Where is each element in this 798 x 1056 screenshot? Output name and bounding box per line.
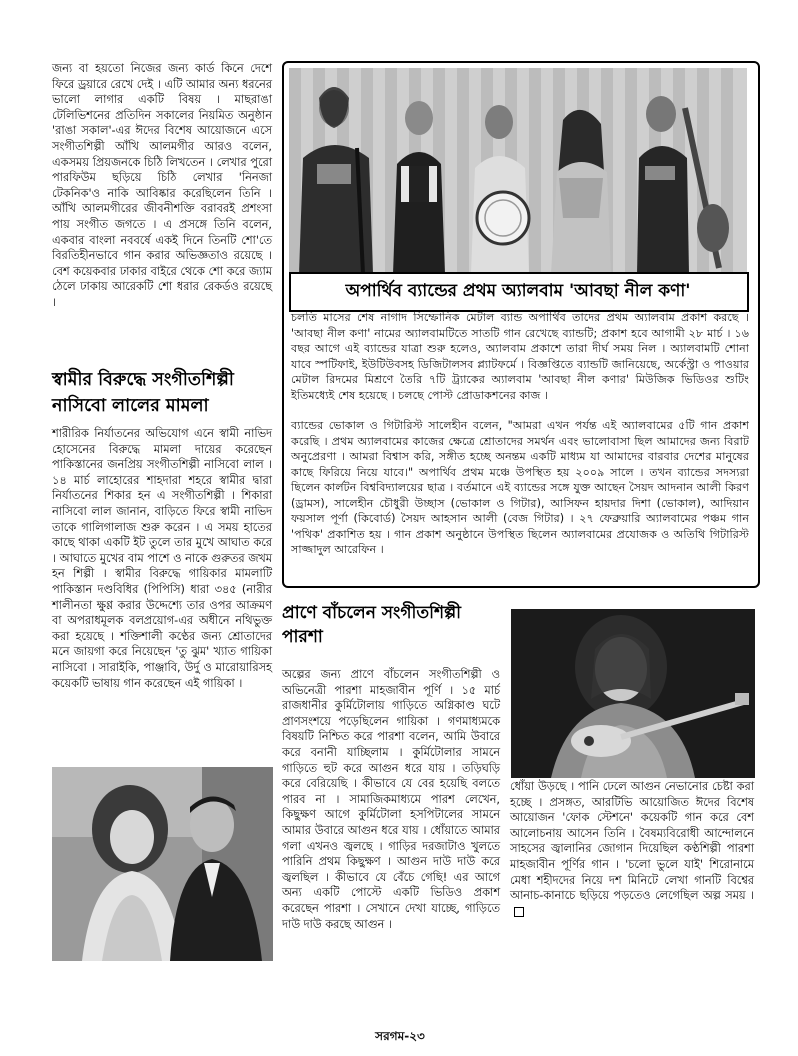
band-article-para-2: ব্যান্ডের ভোকাল ও গিটারিস্ট সালেহীন বলেন, "আমরা এখন পর্যন্ত এই অ্যালবামের ৫টি গান প্রকাশ করেছি । প্রথম অ্যালবামের কাজের ক্ষেত্রে শ্রোতাদের সমর্থন এবং ভালোবাসা ছিল আমাদের জন্য বিরাট অনুপ্রেরণা । আমরা বিশ্বাস করি, সঙ্গীত হচ্ছে অনন্তম একটি মাধ্যম যা আমাদের বারবার দেশের মানুষের কাছে ফিরিয়ে নিয়ে যাবে।" অপার্থিব প্রথম মঞ্চে উপস্থিত হয় ২০০৯ সালে । তখন ব্যান্ডের সদস্যরা ছিলেন কার্লটন বিশ্ববিদ্যালয়ের ছাত্র । বর্তমানে এই ব্যান্ডের সঙ্গে যুক্ত আছেন সৈয়দ আদনান আলী কিরণ (ড্রামস), সালেহীন চৌধুরী উচ্ছাস (ভোকাল ও গিটার), আসিফন হায়দার দিশা (ভোকাল), আদিয়ান ফয়সাল পূর্ণা (কিবোর্ড) সৈয়দ আহসান আলী (বেজ গিটার) । ২৭ ফেব্রুয়ারি অ্যালবামের পঞ্চম গান 'পথিক' প্রকাশিত হয় । গান প্রকাশ অনুষ্ঠানে উপস্থিত ছিলেন অ্যালবামের প্রযোজক ও অতিথি গিটারিস্ট সাজ্জাদুল আরেফিন । — [291, 419, 749, 556]
intro-paragraph: জন্য বা হয়তো নিজের জন্য কার্ড কিনে দেশে ফিরে ড্রয়ারে রেখে দেই । এটি আমার অন্য ধরনের ভালো লাগার একটি বিষয় । মাছরাঙা টেলিভিশনের প্রতিদিন সকালের নিয়মিত অনুষ্ঠান 'রাঙা সকাল'-এর ঈদের বিশেষ আয়োজনে এসে সংগীতশিল্পী আঁখি আলমগীর আরও বলেন, একসময় প্রিয়জনকে চিঠি লিখতেন । লেখার পুরো পারফিউম ছড়িয়ে চিঠি লেখার 'নিনজা টেকনিক'ও নাকি আবিষ্কার করেছিলেন তিনি । আঁখি আলমগীরের জীবনীশক্তি বরাবরই প্রশংসা পায় সংগীত জগতে । এ প্রসঙ্গে তিনি বলেন, একবার বাংলা নববর্ষে একই দিনে তিনটি শো'তে বিরতিহীনভাবে গান করার অভিজ্ঞতাও রয়েছে । বেশ কয়েকবার ঢাকার বাইরে থেকে শো করে জ্যাম ঠেলে ঢাকায় আরেকটি শো ধরার রেকর্ডও রয়েছে । — [52, 62, 272, 309]
parsha-headline — [282, 601, 512, 649]
nasibo-headline-line2: নাসিবো লালের মামলা — [52, 396, 209, 416]
parsha-headline-line2: পারশা — [282, 627, 323, 647]
band-photo — [289, 68, 747, 274]
parsha-article-body-continued — [510, 779, 754, 919]
parsha-photo — [511, 609, 755, 778]
band-article-para-1: চলতি মাসের শেষ নাগাদ সিম্ফোনিক মেটাল ব্যান্ড অপার্থিব তাদের প্রথম অ্যালবাম প্রকাশ করছে । 'আবছা নীল কণা' নামের অ্যালবামটিতে সাতটি গান রেখেছে ব্যান্ডটি; প্রকাশ হবে আগামী ২৮ মার্চ । ১৬ বছর আগে এই ব্যান্ডের যাত্রা শুরু হলেও, অ্যালবাম প্রকাশে তারা দীর্ঘ সময় নিল । অ্যালবামটি শোনা যাবে স্পটিফাই, ইউটিউবসহ ডিজিটালসব প্ল্যাটফর্মে । বিজ্ঞপ্তিতে ব্যান্ডটি জানিয়েছে, অর্কেস্ট্রা ও পাওয়ার মেটাল রিদমের মিশ্রণে তৈরি ৭টি ট্র্যাকের অ্যালবাম 'আবছা নীল কণার' মিউজিক ভিডিওর শুটিং ইতিমধ্যেই শেষ হয়েছে । চলছে পোস্ট প্রোডাকশনের কাজ । — [291, 311, 749, 402]
parsha-headline-line1: প্রাণে বাঁচলেন সংগীতশিল্পী — [282, 603, 462, 623]
nasibo-couple-photo — [52, 767, 273, 961]
parsha-continued-text: ধোঁয়া উড়ছে । পানি ঢেলে আগুন নেভানোর চেষ্টা করা হচ্ছে । প্রসঙ্গত, আরটিভি আয়োজিত ঈদের বিশেষ আয়োজন 'ফোক স্টেশনে' কয়েকটি গান করে বেশ আলোচনায় আসেন তিনি । বৈষম্যবিরোধী আন্দোলনে সাহসের জ্বালানির জোগান দিয়েছিল কণ্ঠশিল্পী পারশা মাহজাবীন পূর্ণির গান । 'চলো ভুলে যাই' শিরোনামে মেধা শহীদদের নিয়ে দশ মিনিটে লেখা গানটি বিশ্বের আনাচ-কানাচে ছড়িয়ে পড়তেও লেগেছিল অল্প সময় । — [510, 780, 754, 903]
nasibo-article-body: শারীরিক নির্যাতনের অভিযোগ এনে স্বামী নাভিদ হোসেনের বিরুদ্ধে মামলা দায়ের করেছেন পাকিস্তানের জনপ্রিয় সংগীতশিল্পী নাসিবো লাল । ১৪ মার্চ লাহোরের শাহদারা শহরে স্বামীর দ্বারা নির্যাতনের শিকার হন এ সংগীতশিল্পী । শিকারা নাসিবো লাল জানান, বাড়িতে ফিরে স্বামী নাভিদ তাকে গালিগালাজ শুরু করেন । এ সময় হাতের কাছে থাকা একটি ইট তুলে তার মুখে আঘাত করে । আঘাতে মুখের বাম পাশে ও নাকে গুরুতর জখম হন শিল্পী । স্বামীর বিরুদ্ধে গায়িকার মামলাটি পাকিস্তান দণ্ডবিধির (পিপিসি) ধারা ৩৪৫ (নারীর শালীনতা ক্ষুণ্ণ করার উদ্দেশ্যে তার ওপর আক্রমণ বা অপরাধমূলক বলপ্রয়োগ-এর অধীনে নথিভুক্ত করা হয়েছে । শক্তিশালী কণ্ঠের জন্য শ্রোতাদের মনে জায়গা করে নিয়েছেন 'তু ঝুম' খ্যাত গায়িকা নাসিবো । সারাইকি, পাঞ্জাবি, উর্দু ও মারোয়ারিসহ কয়েকটি ভাষায় গান করেছেন এই গায়িকা । — [52, 427, 272, 690]
nasibo-headline — [52, 367, 274, 419]
end-of-article-mark-icon — [514, 907, 524, 917]
parsha-article-body: অল্পের জন্য প্রাণে বাঁচলেন সংগীতশিল্পী ও অভিনেত্রী পারশা মাহজাবীন পূর্ণি । ১৫ মার্চ রাজধানীর কুর্মিটোলায় গাড়িতে অগ্নিকাণ্ড ঘটে প্রাণসংশয়ে পড়েছিলেন গায়িকা । গণমাধ্যমকে বিষয়টি নিশ্চিত করে পারশা বলেন, আমি উবারে করে বনানী যাচ্ছিলাম । কুর্মিটোলার সামনে গাড়িতে হুট করে আগুন ধরে যায় । তড়িঘড়ি করে বেরিয়েছি । কীভাবে যে বের হয়েছি বলতে পারব না । সামাজিকমাধ্যমে পারশ লেখেন, কিছুক্ষণ আগে কুর্মিটোলা হসপিটালের সামনে আমার উবারে আগুন ধরে যায় । ধোঁয়াতে আমার গলা এখনও জ্বলছে । গাড়ির দরজাটাও খুলতে পারিনি প্রথম কিছুক্ষণ । আগুন দাউ দাউ করে জ্বলছিল । কীভাবে যে বেঁচে গেছি! এর আগে অন্য একটি পোস্টে একটি ভিডিও প্রকাশ করেছেন পারশা । সেখানে দেখা যাচ্ছে, গাড়িতে দাউ দাউ করছে আগুন । — [282, 668, 500, 931]
nasibo-headline-line1: স্বামীর বিরুদ্ধে সংগীতশিল্পী — [52, 370, 234, 390]
page-folio: সরগম-২৩ — [375, 1029, 425, 1043]
band-headline: অপার্থিব ব্যান্ডের প্রথম অ্যালবাম 'আবছা নীল কণা' — [345, 281, 691, 301]
